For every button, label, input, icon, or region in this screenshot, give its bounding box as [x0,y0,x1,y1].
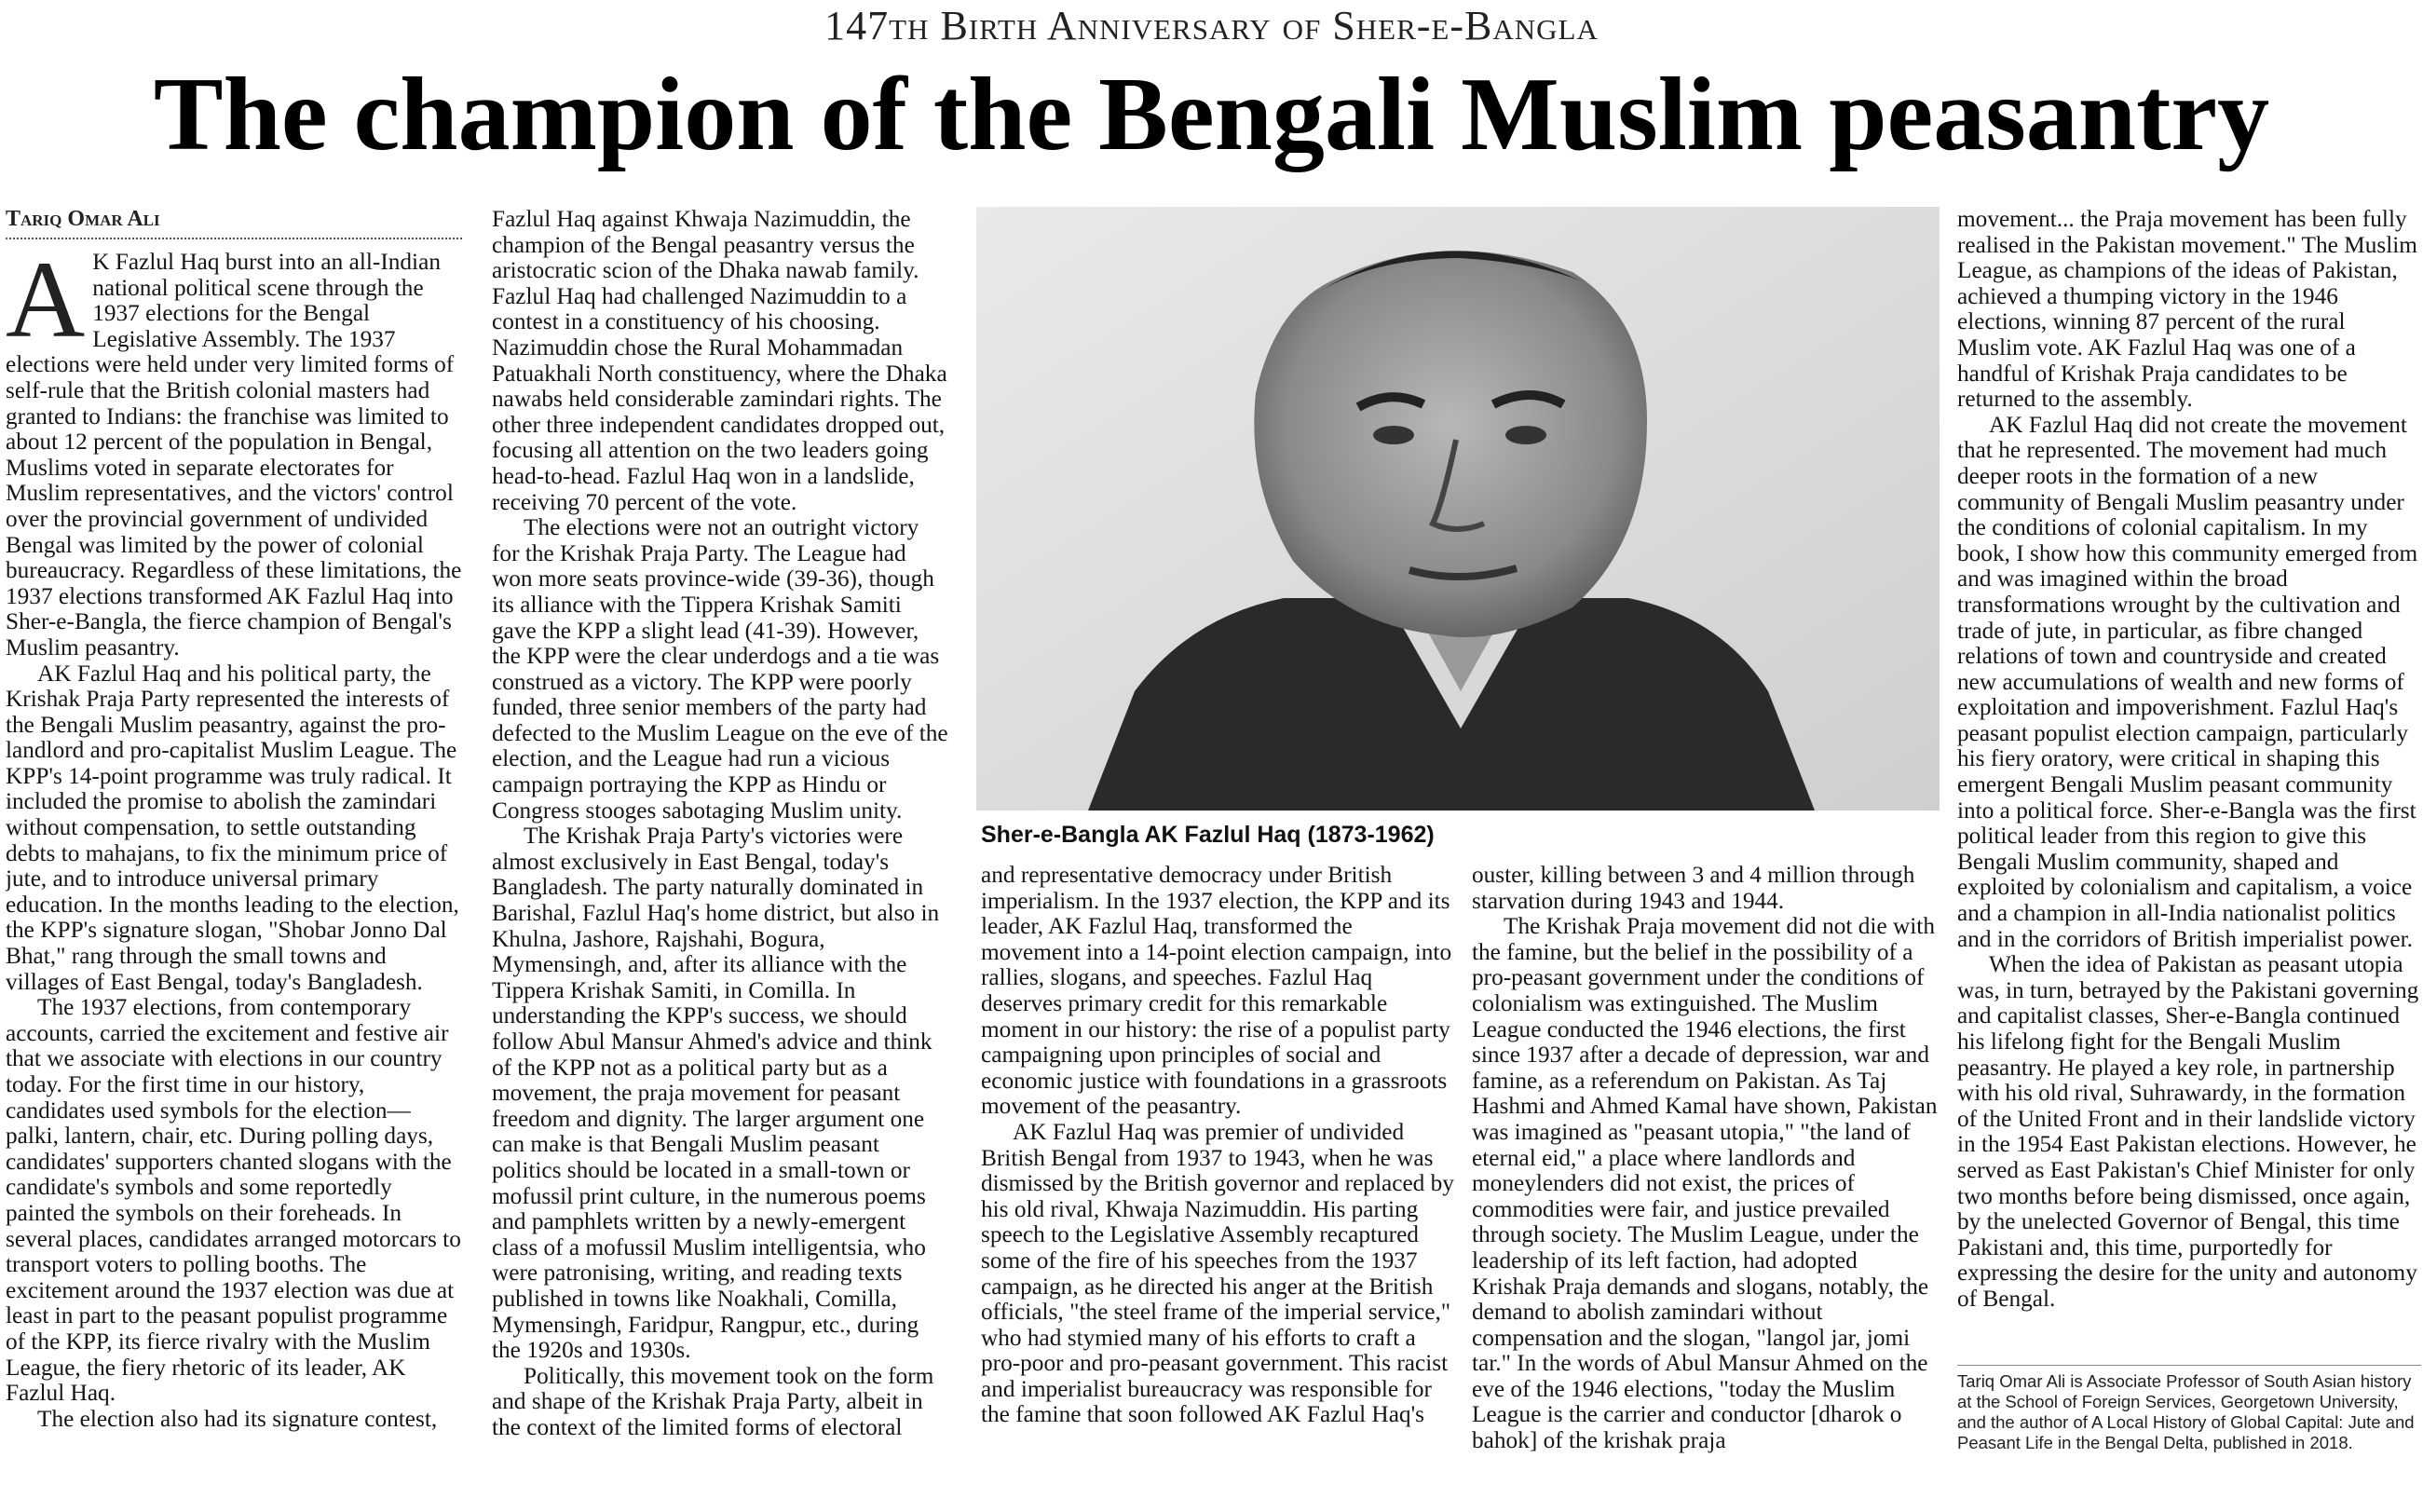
author-note: Tariq Omar Ali is Associate Professor of South Asian history at the School of Foreign Services, Georgetown University, and the author of A Local History of Global Capital: Jute and Peasant Life in the Bengal Delta, published in 2018. [1957,1365,2421,1453]
paragraph: K Fazlul Haq burst into an all-Indian national political scene through the 1937 elections for the Bengal Legislative Assembly. The 1937 elections were held under very limited forms of self-rule that the British colonial masters had granted to Indians: the franchise was limited to about 12 percent of the population in Bengal, Muslims voted in separate electorates for Muslim representatives, and the victors' control over the provincial government of undivided Bengal was limited by the power of colonial bureaucracy. Regardless of these limitations, the 1937 elections transformed AK Fazlul Haq into Sher-e-Bangla, the fierce champion of Bengal's Muslim peasantry. [6,250,462,661]
paragraph: The elections were not an outright victory for the Krishak Praja Party. The League had won more seats province-wide (39-36), though its alliance with the Tippera Krishak Samiti gave the KPP a slight lead (41-39). However, the KPP were the clear underdogs and a tie was construed as a victory. The KPP were poorly funded, three senior members of the party had defected to the Muslim League on the eve of the election, and the League had run a vicious campaign portraying the KPP as Hindu or Congress stooges sabotaging Muslim unity. [492,514,948,824]
paragraph: Politically, this movement took on the form and shape of the Krishak Praja Party, albeit in the context of the limited forms of electoral [492,1362,934,1440]
portrait-photo [976,207,1940,810]
paragraph: AK Fazlul Haq and his political party, the Krishak Praja Party represented the interests of the Bengali Muslim peasantry, against the pro-landlord and pro-capitalist Muslim League. The KPP's 14-point programme was truly radical. It included the promise to abolish the zamindari without compensation, to settle outstanding debts to mahajans, to fix the minimum price of jute, and to introduce universal primary education. In the months leading to the election, the KPP's signature slogan, "Shobar Jonno Dal Bhat," rang through the small towns and villages of East Bengal, today's Bangladesh. [6,660,459,995]
column-1 [6,250,462,1512]
byline: Tariq Omar Ali [6,207,462,239]
paragraph: The Krishak Praja movement did not die with the famine, but the belief in the possibility of a pro-peasant government under the conditions of colonialism was extinguished. The Muslim League conducted the 1946 elections, the first since 1937 after a decade of depression, war and famine, as a referendum on Pakistan. As Taj Hashmi and Ahmed Kamal have shown, Pakistan was imagined as "peasant utopia," "the land of eternal eid," a place where landlords and moneylenders did not exist, the prices of commodities were fair, and justice prevailed through society. The Muslim League, under the leadership of its left faction, had adopted Krishak Praja demands and slogans, notably, the demand to abolish zamindari without compensation and the slogan, "langol jar, jomi tar." In the words of Abul Mansur Ahmed on the eve of the 1946 elections, "today the Muslim League is the carrier and conductor [dharok o bahok] of the krishak praja [1472,913,1938,1454]
drop-cap: A [6,250,86,361]
paragraph: The election also had its signature contest, [37,1405,438,1432]
paragraph: The 1937 elections, from contemporary accounts, carried the excitement and festive air that we associate with elections in our country today. For the first time in our history, candidates used symbols for the election—palki, lantern, chair, etc. During polling days, candidates' supporters chanted slogans with the candidate's symbols and some reportedly painted the symbols on their foreheads. In several places, candidates arranged motorcars to transport voters to polling booths. The excitement around the 1937 election was due at least in part to the peasant populist programme of the KPP, its fierce rivalry with the Muslim League, the fiery rhetoric of its leader, AK Fazlul Haq. [6,994,461,1407]
headline: The champion of the Bengali Muslim peasantry [153,57,2270,172]
paragraph: Fazlul Haq against Khwaja Nazimuddin, the champion of the Bengal peasantry versus the aristocratic scion of the Dhaka nawab family. Fazlul Haq had challenged Nazimuddin to a contest in a constituency of his choosing. Nazimuddin chose the Rural Mohammadan Patuakhali North constituency, where the Dhaka nawabs held considerable zamindari rights. The other three independent candidates dropped out, focusing all attention on the two leaders going head-to-head. Fazlul Haq won in a landslide, receiving 70 percent of the vote. [492,207,947,515]
paragraph: The Krishak Praja Party's victories were almost exclusively in East Bengal, today's Bangladesh. The party naturally dominated in Barishal, Fazlul Haq's home district, but also in Khulna, Jashore, Rajshahi, Bogura, Mymensingh, and, after its alliance with the Tippera Krishak Samiti, in Comilla. In understanding the KPP's success, we should follow Abul Mansur Ahmed's advice and think of the KPP not as a political party but as a movement, the praja movement for peasant freedom and dignity. The larger argument one can make is that Bengali Muslim peasant politics should be located in a small-town or mofussil print culture, in the numerous poems and pamphlets written by a newly-emergent class of a mofussil Muslim intelligentsia, who were patronising, writing, and reading texts published in towns like Noakhali, Comilla, Mymensingh, Faridpur, Rangpur, etc., during the 1920s and 1930s. [492,823,940,1364]
column-2 [492,207,948,1469]
column-4 [1472,863,1938,1469]
paragraph: ouster, killing between 3 and 4 million through starvation during 1943 and 1944. [1472,863,1915,914]
column-3 [981,863,1456,1469]
paragraph: AK Fazlul Haq did not create the movement that he represented. The movement had much deeper roots in the formation of a new community of Bengali Muslim peasantry under the conditions of colonial capitalism. In my book, I show how this community emerged from and was imagined within the broad transformations wrought by the cultivation and trade of jute, in particular, as fibre changed relations of town and countryside and created new accumulations of wealth and new forms of exploitation and impoverishment. Fazlul Haq's peasant populist election campaign, particularly his fiery oratory, were critical in shaping this emergent Bengali Muslim peasant community into a political force. Sher-e-Bangla was the first political leader from this region to give this Bengali Muslim community, shaped and exploited by colonialism and capitalism, a voice and a champion in all-India nationalist politics and in the corridors of British imperialist power. [1957,411,2418,952]
kicker: 147th Birth Anniversary of Sher-e-Bangla [824,3,1599,48]
column-5 [1957,207,2421,1469]
paragraph: and representative democracy under British imperialism. In the 1937 election, the KPP and its leader, AK Fazlul Haq, transformed the movement into a 14-point election campaign, into rallies, slogans, and speeches. Fazlul Haq deserves primary credit for this remarkable moment in our history: the rise of a populist party campaigning upon principles of social and economic justice with foundations in a grassroots movement of the peasantry. [981,863,1452,1120]
portrait-illustration [976,207,1940,810]
paragraph: When the idea of Pakistan as peasant utopia was, in turn, betrayed by the Pakistani governing and capitalist classes, Sher-e-Bangla continued his lifelong fight for the Bengali Muslim peasantry. He played a key role, in partnership with his old rival, Suhrawardy, in the formation of the United Front and in their landslide victory in the 1954 East Pakistan elections. However, he served as East Pakistan's Chief Minister for only two months before being dismissed, once again, by the unelected Governor of Bengal, this time Pakistani and, this time, purportedly for expressing the desire for the unity and autonomy of Bengal. [1957,951,2419,1312]
paragraph: movement... the Praja movement has been fully realised in the Pakistan movement." The Muslim League, as champions of the ideas of Pakistan, achieved a thumping victory in the 1946 elections, winning 87 percent of the rural Muslim vote. AK Fazlul Haq was one of a handful of Krishak Praja candidates to be returned to the assembly. [1957,207,2417,413]
photo-caption: Sher-e-Bangla AK Fazlul Haq (1873-1962) [981,822,1435,848]
paragraph: AK Fazlul Haq was premier of undivided British Bengal from 1937 to 1943, when he was dismissed by the British governor and replaced by his old rival, Khwaja Nazimuddin. His parting speech to the Legislative Assembly recaptured some of the fire of his speeches from the 1937 campaign, as he directed his anger at the British officials, "the steel frame of the imperial service," who had stymied many of his efforts to craft a pro-poor and pro-peasant government. This racist and imperialist bureaucracy was responsible for the famine that soon followed AK Fazlul Haq's [981,1118,1454,1428]
